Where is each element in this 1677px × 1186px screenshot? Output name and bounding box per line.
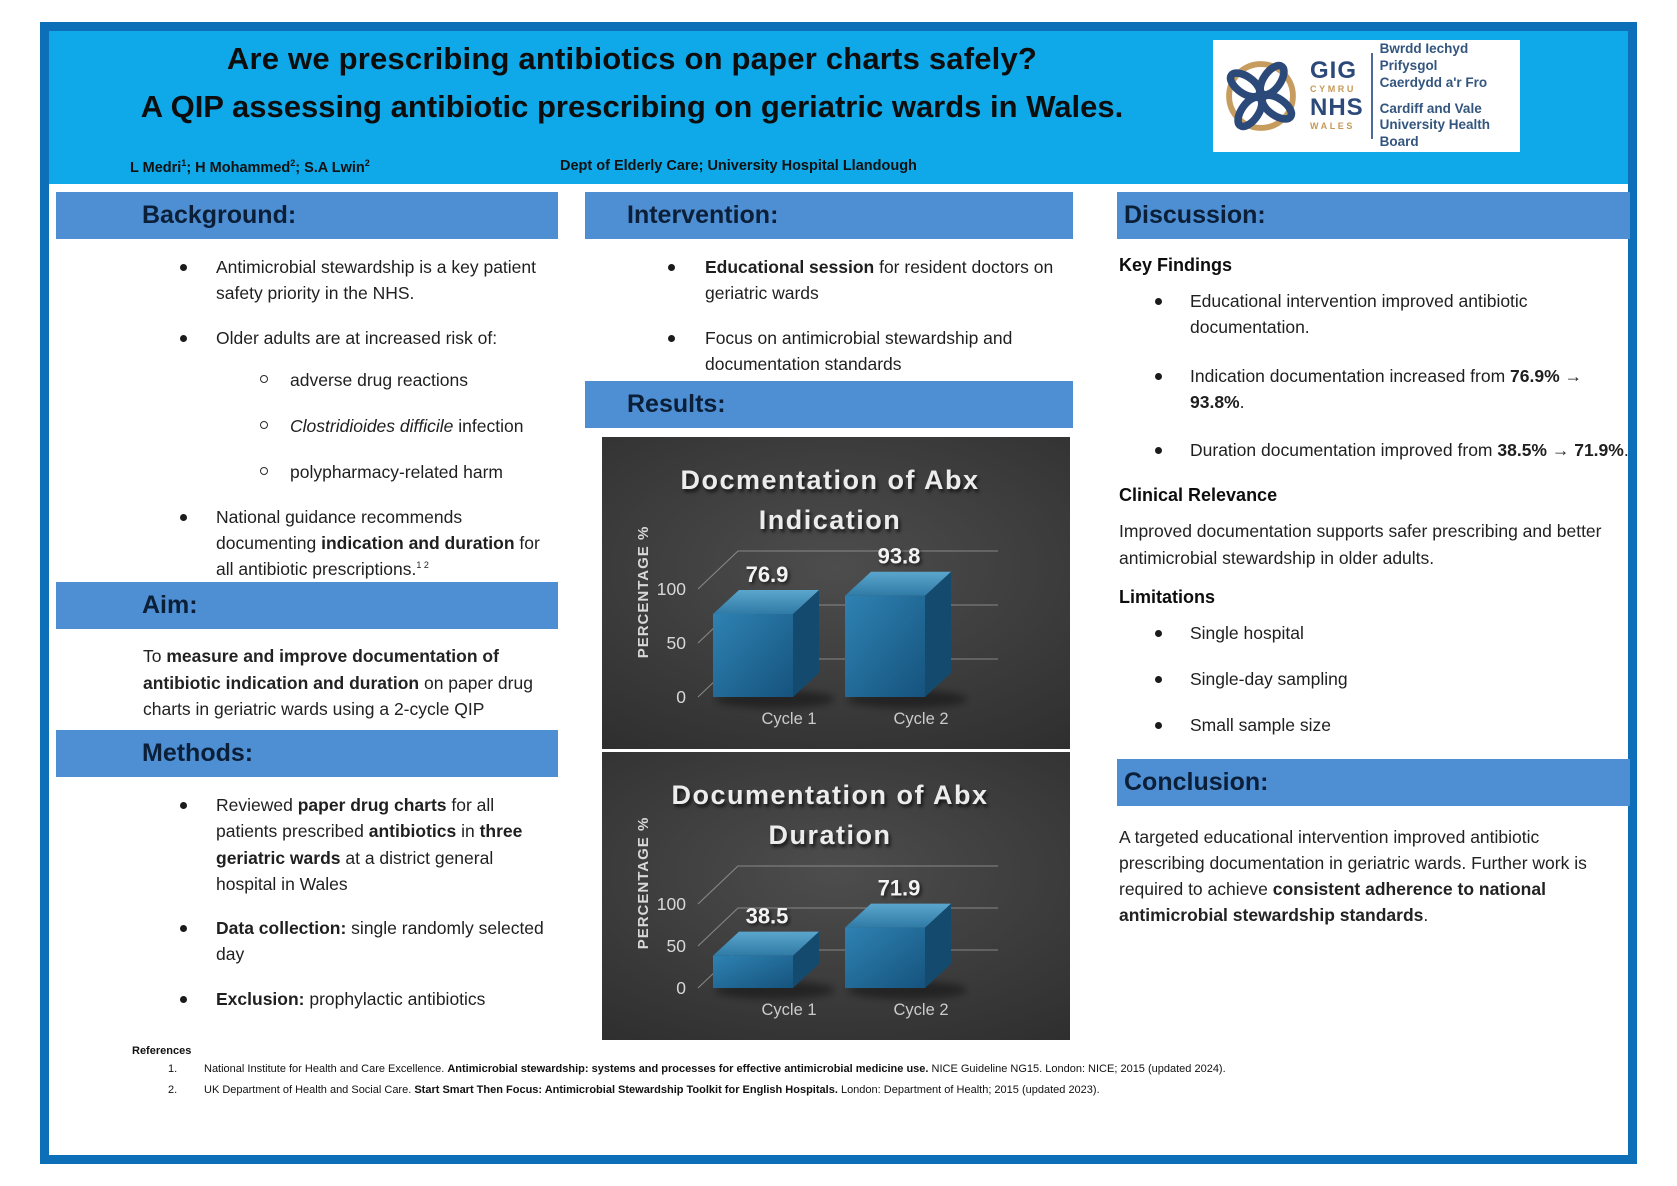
nhs-wales-logo: [1213, 40, 1520, 152]
key-findings-heading: Key Findings: [1119, 255, 1233, 275]
bar-2: [845, 596, 925, 697]
reference-number: 2.: [168, 1083, 178, 1096]
board-welsh-line1: Bwrdd Iechyd Prifysgol: [1379, 40, 1469, 73]
logo-divider: [1371, 53, 1373, 139]
aim-heading: Aim:: [142, 591, 198, 620]
logo-cymru: CYMRU: [1310, 84, 1356, 94]
y-tick-label: 100: [656, 894, 686, 914]
chart-title-line: Indication: [758, 505, 902, 535]
y-tick-label: 0: [676, 687, 686, 707]
reference-text: UK Department of Health and Social Care. Start Smart Then Focus: Antimicrobial Stewardship Toolkit for English Hospitals. London: Department of Health; 2015 (updated 2023).: [204, 1083, 1100, 1096]
board-english-line2: University Health Board: [1379, 117, 1490, 150]
y-tick-label: 0: [676, 978, 686, 998]
middle-column: [585, 192, 1073, 1040]
chart-abx-duration: [602, 752, 1070, 1040]
y-tick-label: 50: [666, 633, 686, 653]
list-item: National guidance recommends documenting indication and duration for all antibiotic prescriptions.$^{1 2}$: [180, 504, 558, 583]
bar-value-label: 71.9: [877, 875, 921, 901]
reference-text: National Institute for Health and Care Excellence. Antimicrobial stewardship: systems and processes for effective antimicrobial medicine use. NICE Guideline NG15. London: NICE; 2015 (updated 2024).: [204, 1063, 1226, 1075]
methods-heading: Methods:: [142, 739, 254, 767]
bar-value-label: 38.5: [745, 903, 789, 929]
limitations-list: [1155, 620, 1630, 739]
reference-number: 1.: [168, 1063, 178, 1075]
bar-category-label: Cycle 2: [893, 1001, 949, 1019]
list-item-text: Older adults are at increased risk of:: [216, 327, 498, 348]
list-item: Exclusion: prophylactic antibiotics: [180, 986, 558, 1012]
chart-y-axis-label: PERCENTAGE %: [635, 525, 652, 659]
chart-title-line: Docmentation of Abx: [680, 465, 980, 495]
key-findings-list: [1155, 288, 1630, 463]
results-section-header: [585, 381, 1073, 428]
list-item: [180, 325, 558, 486]
list-item: Data collection: single randomly selected day: [180, 915, 558, 968]
background-section-header: [56, 192, 558, 239]
bar-value-label: 93.8: [877, 543, 921, 569]
list-item: polypharmacy-related harm: [260, 459, 558, 485]
list-item: Duration documentation improved from 38.5% → 71.9%.: [1155, 437, 1630, 463]
aim-section-header: [56, 582, 558, 629]
right-column: [1117, 192, 1630, 929]
list-item: Single-day sampling: [1155, 666, 1630, 692]
list-item: Indication documentation increased from 76.9% → 93.8%.: [1155, 363, 1630, 416]
bar-1: [713, 956, 793, 988]
left-column: [56, 192, 558, 1030]
background-bullet-list: [180, 254, 558, 582]
health-board-name: [1380, 41, 1514, 151]
clinical-relevance-heading: Clinical Relevance: [1119, 485, 1278, 506]
clinical-relevance-text: Improved documentation supports safer prescribing and better antimicrobial stewardship in older adults.: [1119, 521, 1602, 568]
intervention-heading: Intervention:: [627, 201, 779, 229]
reference-item: [132, 1062, 1602, 1077]
intervention-bullet-list: [668, 254, 1073, 377]
celtic-knot-icon: [1219, 54, 1303, 138]
bar-category-label: Cycle 1: [761, 1001, 817, 1019]
references-heading: References: [132, 1045, 192, 1057]
list-item: Educational intervention improved antibiotic documentation.: [1155, 288, 1630, 341]
methods-bullet-list: [180, 792, 558, 1012]
list-item: Antimicrobial stewardship is a key patient safety priority in the NHS.: [180, 254, 558, 307]
bar-category-label: Cycle 1: [761, 710, 817, 728]
header-band: [49, 31, 1628, 184]
intervention-section-header: [585, 192, 1073, 239]
chart-title-line: Duration: [768, 820, 892, 850]
bar-2: [845, 928, 925, 988]
results-chart-svg: [602, 437, 1070, 749]
authors: L Medri$^1$; H Mohammed$^2$; S.A Lwin$^2$: [130, 158, 370, 176]
board-welsh-line2: Caerdydd a'r Fro: [1379, 74, 1488, 90]
chart-y-axis-label: PERCENTAGE %: [635, 816, 652, 950]
list-item: Clostridioides difficile infection: [260, 413, 558, 439]
results-chart-svg: [602, 752, 1070, 1040]
references: [132, 1045, 1602, 1104]
background-sub-list: [260, 367, 558, 486]
reference-item: [132, 1083, 1602, 1098]
list-item: Focus on antimicrobial stewardship and documentation standards: [668, 325, 1073, 378]
list-item: Educational session for resident doctors on geriatric wards: [668, 254, 1073, 307]
results-heading: Results:: [627, 390, 726, 418]
list-item: Reviewed paper drug charts for all patients prescribed antibiotics in three geriatric wards at a district general hospital in Wales: [180, 792, 558, 897]
chart-title-line: Documentation of Abx: [671, 780, 989, 810]
logo-nhs: NHS: [1310, 94, 1364, 121]
logo-gig: GIG: [1310, 57, 1358, 84]
gridline: [698, 551, 998, 589]
y-tick-label: 100: [656, 579, 686, 599]
aim-text: To measure and improve documentation of antibiotic indication and duration on paper drug charts in geriatric wards using a 2-cycle QIP: [143, 646, 533, 719]
list-item: Single hospital: [1155, 620, 1630, 646]
chart-abx-indication: [602, 437, 1070, 749]
poster-frame: [40, 22, 1637, 1164]
nhs-wales-wordmark: [1310, 59, 1364, 133]
background-heading: Background:: [142, 201, 297, 229]
bar-1: [713, 614, 793, 697]
y-tick-label: 50: [666, 936, 686, 956]
limitations-heading: Limitations: [1119, 586, 1216, 607]
discussion-section-header: [1117, 192, 1630, 239]
title-block: [49, 31, 1215, 125]
bar-value-label: 76.9: [745, 561, 789, 587]
poster-subtitle: A QIP assessing antibiotic prescribing on geriatric wards in Wales.: [140, 89, 1124, 124]
affiliation: Dept of Elderly Care; University Hospital Llandough: [560, 158, 917, 174]
conclusion-section-header: [1117, 759, 1630, 806]
discussion-heading: Discussion:: [1124, 201, 1266, 229]
board-english-line1: Cardiff and Vale: [1379, 100, 1482, 116]
list-item: adverse drug reactions: [260, 367, 558, 393]
gridline: [698, 866, 998, 904]
bar-category-label: Cycle 2: [893, 710, 949, 728]
logo-wales: WALES: [1310, 121, 1356, 131]
conclusion-text: A targeted educational intervention improved antibiotic prescribing documentation in geriatric wards. Further work is required to achieve consistent adherence to national antimicrobial stewardship standards.: [1119, 826, 1587, 926]
conclusion-heading: Conclusion:: [1124, 767, 1269, 796]
methods-section-header: [56, 730, 558, 777]
list-item: Small sample size: [1155, 712, 1630, 738]
poster-title: Are we prescribing antibiotics on paper charts safely?: [226, 41, 1038, 76]
